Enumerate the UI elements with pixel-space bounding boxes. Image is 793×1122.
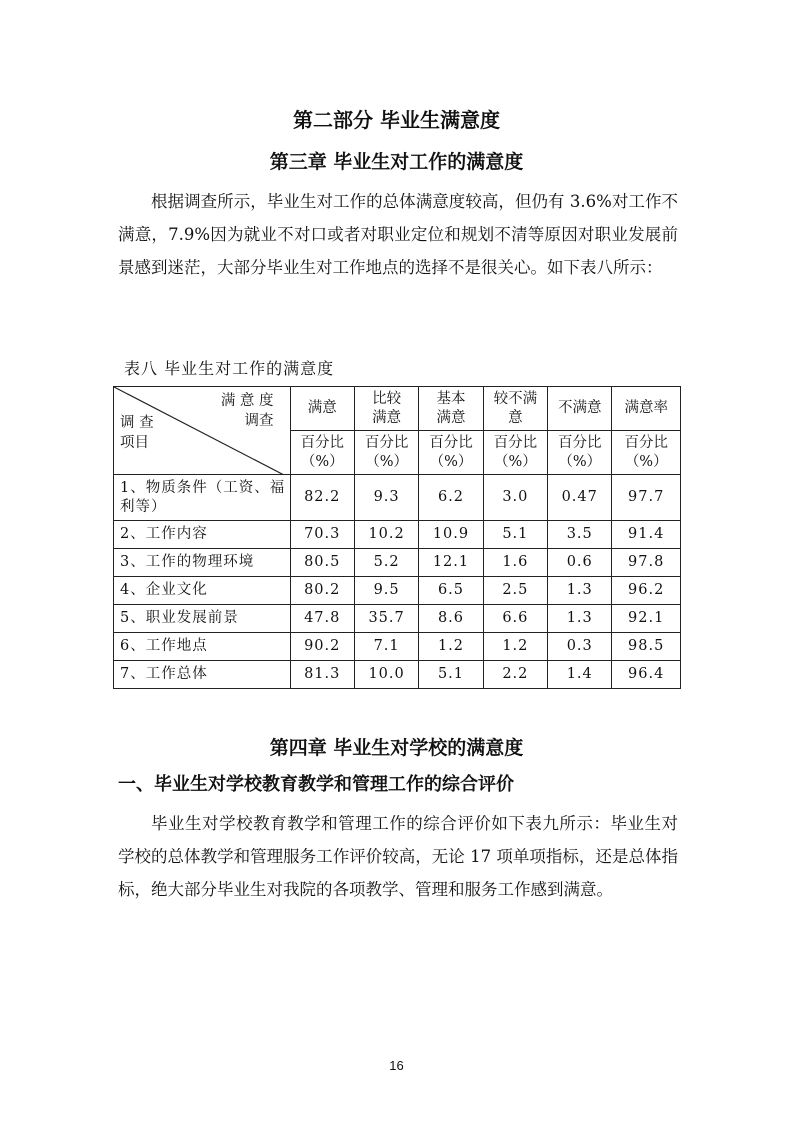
table-cell: 82.2 — [290, 475, 354, 521]
table-cell: 0.3 — [548, 633, 612, 661]
table-cell: 9.5 — [354, 577, 418, 605]
unit-percent: （%） — [429, 453, 473, 470]
table-cell: 10.2 — [354, 521, 418, 549]
table-cell: 97.7 — [612, 475, 681, 521]
table-cell: 91.4 — [612, 521, 681, 549]
table-cell: 1.3 — [548, 577, 612, 605]
unit-percent: （%） — [493, 453, 537, 470]
table-cell: 10.9 — [419, 521, 483, 549]
page-number: 16 — [389, 1058, 404, 1073]
table-cell: 12.1 — [419, 549, 483, 577]
unit-text: 百分比 — [364, 434, 409, 451]
table-row — [114, 661, 681, 689]
chapter4-paragraph: 毕业生对学校教育教学和管理工作的综合评价如下表九所示：毕业生对学校的总体教学和管理服务工作评价较高，无论 17 项单项指标，还是总体指标，绝大部分毕业生对我院的各项教学、管理和服务工作感到满意。 — [118, 814, 678, 899]
row-label: 7、工作总体 — [114, 661, 291, 689]
corner-label-survey: 调查 — [244, 413, 274, 429]
unit-percent: （%） — [624, 453, 668, 470]
header-text: 比较 — [372, 390, 402, 407]
unit-cell — [419, 431, 483, 475]
table-cell: 8.6 — [419, 605, 483, 633]
table-row — [114, 475, 681, 521]
chapter-title-4: 第四章 毕业生对学校的满意度 — [269, 737, 524, 759]
table-header-cell — [419, 387, 483, 431]
table-cell: 80.5 — [290, 549, 354, 577]
unit-text: 百分比 — [557, 434, 602, 451]
table-cell: 1.2 — [483, 633, 547, 661]
table-cell: 5.1 — [483, 521, 547, 549]
corner-label-survey-2: 调 查 — [120, 415, 154, 431]
corner-label-bottom — [120, 413, 154, 453]
table-row — [114, 521, 681, 549]
header-text: 满意 — [307, 400, 337, 416]
corner-label-item: 项目 — [120, 435, 149, 451]
unit-text: 百分比 — [624, 434, 668, 451]
header-text: 满意率 — [624, 400, 668, 416]
table-cell: 9.3 — [354, 475, 418, 521]
chapter-title-3: 第三章 毕业生对工作的满意度 — [269, 151, 524, 173]
unit-cell — [290, 431, 354, 475]
header-text: 不满意 — [557, 400, 602, 416]
table-row — [114, 549, 681, 577]
table-row — [114, 577, 681, 605]
part-title: 第二部分 毕业生满意度 — [293, 108, 500, 132]
table-header-cell — [290, 387, 354, 431]
table-cell: 47.8 — [290, 605, 354, 633]
table-cell: 3.5 — [548, 521, 612, 549]
table-cell: 6.2 — [419, 475, 483, 521]
table-caption: 表八 毕业生对工作的满意度 — [124, 359, 335, 378]
table-header-cell — [548, 387, 612, 431]
header-text: 较不满 — [493, 390, 538, 407]
row-label: 1、物质条件（工资、福利等） — [114, 475, 291, 521]
corner-label-top — [221, 391, 274, 431]
row-label: 5、职业发展前景 — [114, 605, 291, 633]
row-label: 2、工作内容 — [114, 521, 291, 549]
header-text: 满意 — [436, 409, 466, 426]
table-cell: 98.5 — [612, 633, 681, 661]
table-cell: 35.7 — [354, 605, 418, 633]
table-cell: 1.3 — [548, 605, 612, 633]
table-row — [114, 605, 681, 633]
table-cell: 10.0 — [354, 661, 418, 689]
table-header-cell — [612, 387, 681, 431]
table-cell: 90.2 — [290, 633, 354, 661]
table-cell: 1.4 — [548, 661, 612, 689]
unit-percent: （%） — [300, 453, 344, 470]
table-cell: 5.1 — [419, 661, 483, 689]
table-corner-cell — [114, 387, 291, 475]
unit-text: 百分比 — [493, 434, 538, 451]
unit-cell — [483, 431, 547, 475]
header-text: 意 — [508, 409, 523, 426]
unit-text: 百分比 — [300, 434, 344, 451]
table-cell: 0.6 — [548, 549, 612, 577]
table-cell: 81.3 — [290, 661, 354, 689]
unit-cell — [548, 431, 612, 475]
table-row — [114, 633, 681, 661]
row-label: 6、工作地点 — [114, 633, 291, 661]
table-cell: 80.2 — [290, 577, 354, 605]
table-cell: 2.5 — [483, 577, 547, 605]
unit-percent: （%） — [558, 453, 602, 470]
table-header-cell — [354, 387, 418, 431]
row-label: 3、工作的物理环境 — [114, 549, 291, 577]
table-cell: 0.47 — [548, 475, 612, 521]
table-header-cell — [483, 387, 547, 431]
table-cell: 1.6 — [483, 549, 547, 577]
header-text: 满意 — [372, 409, 402, 426]
unit-cell — [354, 431, 418, 475]
table-cell: 96.4 — [612, 661, 681, 689]
table-cell: 92.1 — [612, 605, 681, 633]
unit-percent: （%） — [365, 453, 408, 470]
chapter3-paragraph: 根据调查所示，毕业生对工作的总体满意度较高，但仍有 3.6%对工作不满意，7.9%因为就业不对口或者对职业定位和规划不清等原因对职业发展前景感到迷茫，大部分毕业生对工作地点的选择不是很关心。如下表八所示： — [118, 192, 678, 277]
table-cell: 7.1 — [354, 633, 418, 661]
row-label: 4、企业文化 — [114, 577, 291, 605]
table-cell: 97.8 — [612, 549, 681, 577]
table-cell: 96.2 — [612, 577, 681, 605]
table-cell: 1.2 — [419, 633, 483, 661]
unit-text: 百分比 — [429, 434, 473, 451]
table-cell: 3.0 — [483, 475, 547, 521]
table-cell: 70.3 — [290, 521, 354, 549]
table-cell: 6.5 — [419, 577, 483, 605]
header-text: 基本 — [436, 390, 466, 407]
unit-cell — [612, 431, 681, 475]
table-cell: 6.6 — [483, 605, 547, 633]
satisfaction-table — [113, 386, 681, 689]
table-cell: 2.2 — [483, 661, 547, 689]
table-cell: 5.2 — [354, 549, 418, 577]
section-title: 一、毕业生对学校教育教学和管理工作的综合评价 — [118, 774, 514, 795]
corner-label-satisfaction: 满 意 度 — [220, 393, 274, 409]
